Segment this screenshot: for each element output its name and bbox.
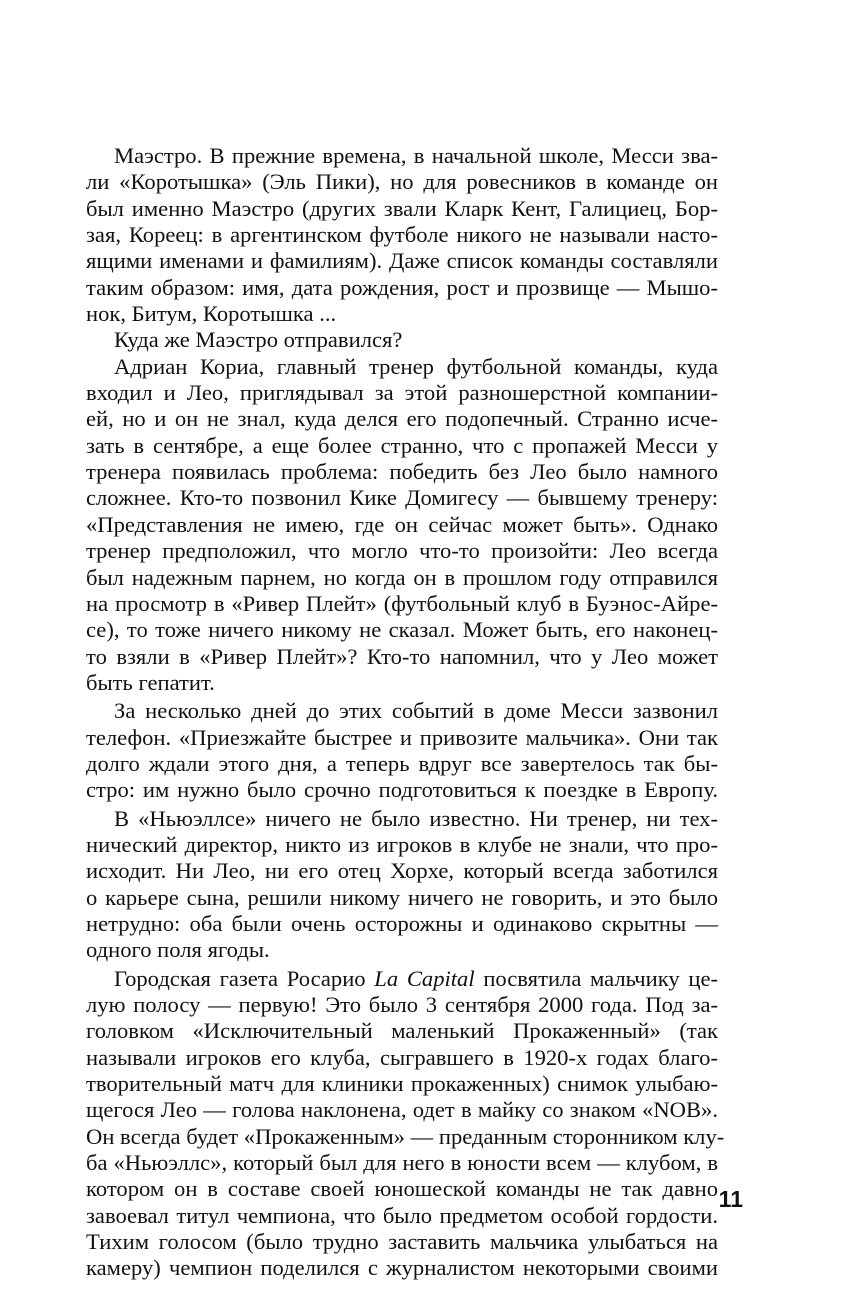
text-line: се), то тоже ничего никому не сказал. Может быть, его наконец- — [86, 617, 718, 643]
text-line: завоевал титул чемпиона, что было предметом особой гордости. — [86, 1202, 718, 1228]
text-line: стро: им нужно было срочно подготовиться к поездке в Европу. — [86, 777, 718, 803]
text-line: Тихим голосом (было трудно заставить мальчика улыбаться на — [86, 1229, 718, 1255]
text-line: сложнее. Кто-то позвонил Кике Домигесу — бывшему тренеру: — [86, 485, 718, 511]
text-line: ей, но и он не знал, куда делся его подопечный. Странно исче- — [86, 406, 718, 432]
text-line: Куда же Маэстро отправился? — [114, 327, 403, 353]
text-line: ящими именами и фамилиям). Даже список команды составляли — [86, 248, 718, 274]
text-line: телефон. «Приезжайте быстрее и привозите мальчика». Они так — [86, 724, 718, 750]
text-line: нок, Битум, Коротышка ... — [86, 301, 337, 327]
text-line: называли игроков его клуба, сыгравшего в 1920-х годах благо- — [86, 1044, 718, 1070]
text-line: зать в сентябре, а еще более странно, что с пропажей Месси у — [86, 432, 718, 458]
text-line: За несколько дней до этих событий в доме Месси зазвонил — [114, 698, 718, 724]
text-line: тренера появилась проблема: победить без Лео было намного — [86, 459, 718, 485]
text-line: творительный матч для клиники прокаженных) снимок улыбаю- — [86, 1071, 718, 1097]
text-line: долго ждали этого дня, а теперь вдруг все завертелось так бы- — [86, 750, 718, 776]
text-line: был надежным парнем, но когда он в прошлом году отправился — [86, 564, 718, 590]
text-line: тренер предположил, что могло что-то произойти: Лео всегда — [86, 538, 718, 564]
text-line: был именно Маэстро (других звали Кларк Кент, Галициец, Бор- — [86, 195, 718, 221]
text-line: ли «Коротышка» (Эль Пики), но для ровесников в команде он — [86, 169, 718, 195]
text-line: быть гепатит. — [86, 669, 215, 695]
text-line: Адриан Кориа, главный тренер футбольной команды, куда — [114, 353, 718, 379]
text-line: В «Ньюэллсе» ничего не было известно. Ни тренер, ни тех- — [114, 805, 718, 831]
page-number: 11 — [718, 1186, 743, 1212]
text-line: о карьере сына, решили никому ничего не говорить, и это было — [86, 884, 718, 910]
text-line: входил и Лео, приглядывал за этой разношерстной компании- — [86, 380, 718, 406]
body-text — [86, 143, 725, 1282]
text-line: ба «Ньюэллс», который был для него в юности всем — клубом, в — [86, 1150, 718, 1176]
text-line: исходит. Ни Лео, ни его отец Хорхе, который всегда заботился — [86, 858, 718, 884]
text-line: нетрудно: оба были очень осторожны и одинаково скрытны — — [86, 910, 718, 936]
text-line: зая, Кореец: в аргентинском футболе никого не называли насто- — [86, 222, 718, 248]
text-line: «Представления не имею, где он сейчас может быть». Однако — [86, 511, 718, 537]
newspaper-title: La Capital — [374, 965, 475, 991]
text-line: нический директор, никто из игроков в клубе не знали, что про- — [86, 831, 718, 857]
text-line: котором он в составе своей юношеской команды не так давно — [86, 1176, 718, 1202]
text-line: Городская газета Росарио La Capital посвятила мальчику це- — [114, 965, 719, 991]
text-line: Он всегда будет «Прокаженным» — преданным сторонником клу- — [86, 1123, 725, 1149]
text-line: Маэстро. В прежние времена, в начальной школе, Месси зва- — [114, 143, 718, 168]
text-line: на просмотр в «Ривер Плейт» (футбольный клуб в Буэнос-Айре- — [86, 590, 718, 616]
text-line: камеру) чемпион поделился с журналистом некоторыми своими — [86, 1255, 718, 1281]
text-line: то взяли в «Ривер Плейт»? Кто-то напомнил, что у Лео может — [86, 643, 718, 669]
text-line: лую полосу — первую! Это было 3 сентября 2000 года. Под за- — [86, 992, 718, 1017]
text-line: одного поля ягоды. — [86, 937, 270, 963]
text-line: щегося Лео — голова наклонена, одет в майку со знаком «NOB». — [86, 1097, 718, 1123]
text-line: таким образом: имя, дата рождения, рост и прозвище — Мышо- — [86, 274, 718, 300]
text-line: головком «Исключительный маленький Прокаженный» (так — [86, 1018, 718, 1044]
